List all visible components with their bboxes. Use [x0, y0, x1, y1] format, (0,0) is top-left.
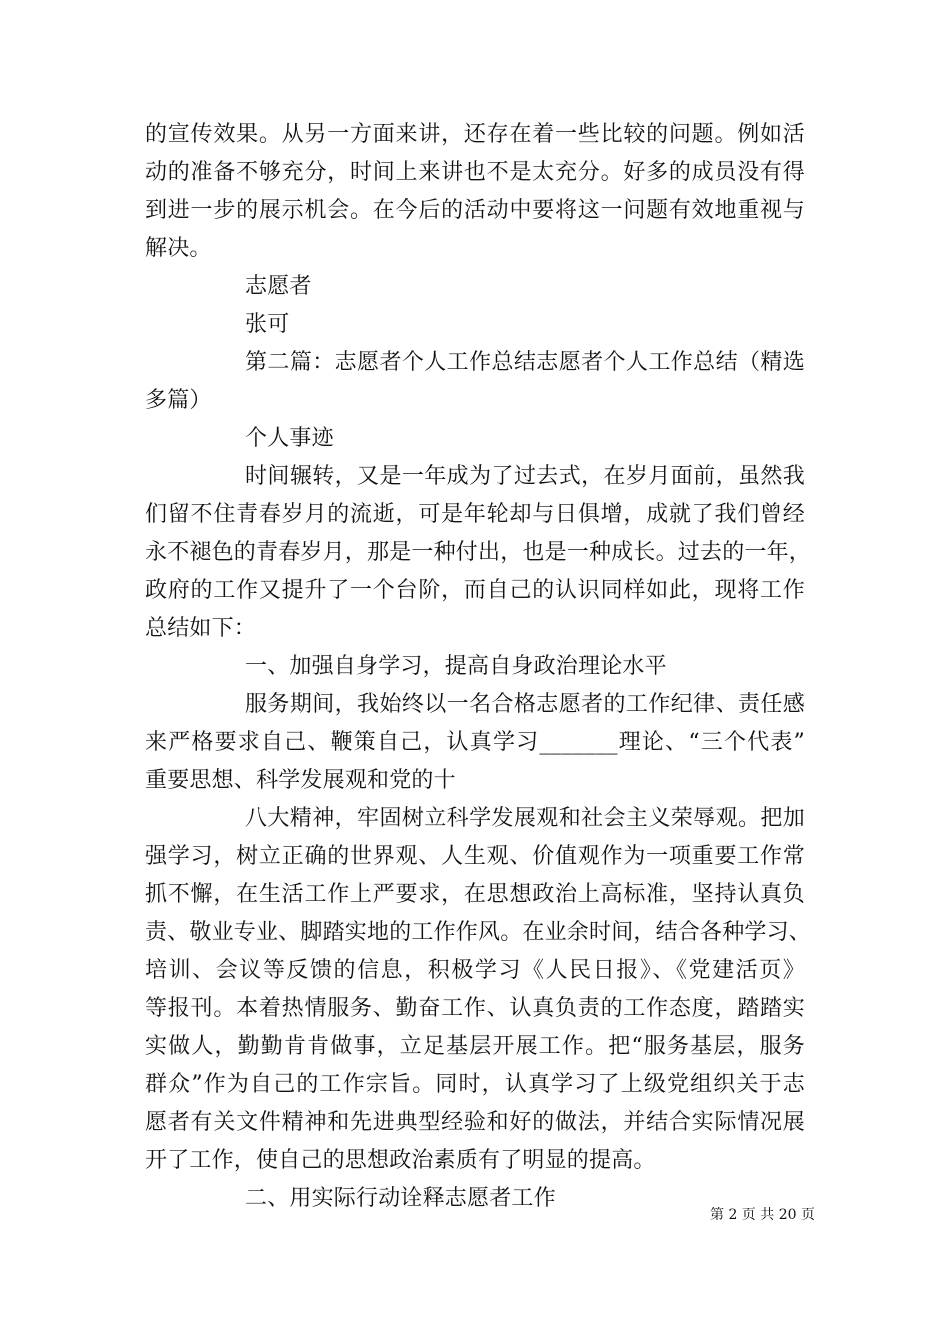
text-line: 们留不住青春岁月的流逝，可是年轮却与日俱增，成就了我们曾经 — [145, 502, 805, 527]
text-line: 责、敬业专业、脚踏实地的工作作风。在业余时间，结合各种学习、 — [145, 920, 812, 945]
text-line: 重要思想、科学发展观和党的十 — [145, 768, 456, 793]
text-line: 动的准备不够充分，时间上来讲也不是太充分。好多的成员没有得 — [145, 160, 805, 185]
text-line: 抓不懈，在生活工作上严要求，在思想政治上高标准，坚持认真负 — [145, 882, 805, 907]
text-line: 等报刊。本着热情服务、勤奋工作、认真负责的工作态度，踏踏实 — [145, 996, 805, 1021]
text-line: 强学习，树立正确的世界观、人生观、价值观作为一项重要工作常 — [145, 844, 805, 869]
text-line: 开了工作，使自己的思想政治素质有了明显的提高。 — [145, 1148, 656, 1173]
subheading: 二、用实际行动诠释志愿者工作 — [245, 1186, 556, 1211]
text-line: 实做人，勤勤肯肯做事，立足基层开展工作。把“服务基层，服务 — [145, 1034, 805, 1059]
text-line: 时间辗转，又是一年成为了过去式，在岁月面前，虽然我 — [245, 464, 805, 489]
text-line: 八大精神，牢固树立科学发展观和社会主义荣辱观。把加 — [245, 806, 805, 831]
text-line: 的宣传效果。从另一方面来讲，还存在着一些比较的问题。例如活 — [145, 122, 805, 147]
text-line: 解决。 — [145, 236, 212, 261]
text-line: 群众”作为自己的工作宗旨。同时，认真学习了上级党组织关于志 — [145, 1072, 805, 1097]
text-line: 政府的工作又提升了一个台阶，而自己的认识同样如此，现将工作 — [145, 578, 805, 603]
text-line: 总结如下： — [145, 616, 257, 641]
signature-name: 张可 — [245, 312, 290, 337]
text-line: 培训、会议等反馈的信息，积极学习《人民日报》、《党建活页》 — [145, 958, 805, 983]
signature-title: 志愿者 — [245, 274, 312, 299]
text-line: 来严格要求自己、鞭策自己，认真学习_______理论、“三个代表” — [145, 730, 805, 755]
subheading: 个人事迹 — [245, 426, 334, 451]
page-number: 第 2 页 共 20 页 — [710, 1207, 815, 1223]
section-heading: 第二篇：志愿者个人工作总结志愿者个人工作总结（精选 — [245, 350, 805, 375]
section-heading-continued: 多篇） — [145, 388, 212, 413]
text-line: 到进一步的展示机会。在今后的活动中要将这一问题有效地重视与 — [145, 198, 805, 223]
subheading: 一、加强自身学习，提高自身政治理论水平 — [245, 654, 667, 679]
text-line: 服务期间，我始终以一名合格志愿者的工作纪律、责任感 — [245, 692, 805, 717]
text-line: 永不褪色的青春岁月，那是一种付出，也是一种成长。过去的一年， — [145, 540, 812, 565]
text-line: 愿者有关文件精神和先进典型经验和好的做法，并结合实际情况展 — [145, 1110, 805, 1135]
